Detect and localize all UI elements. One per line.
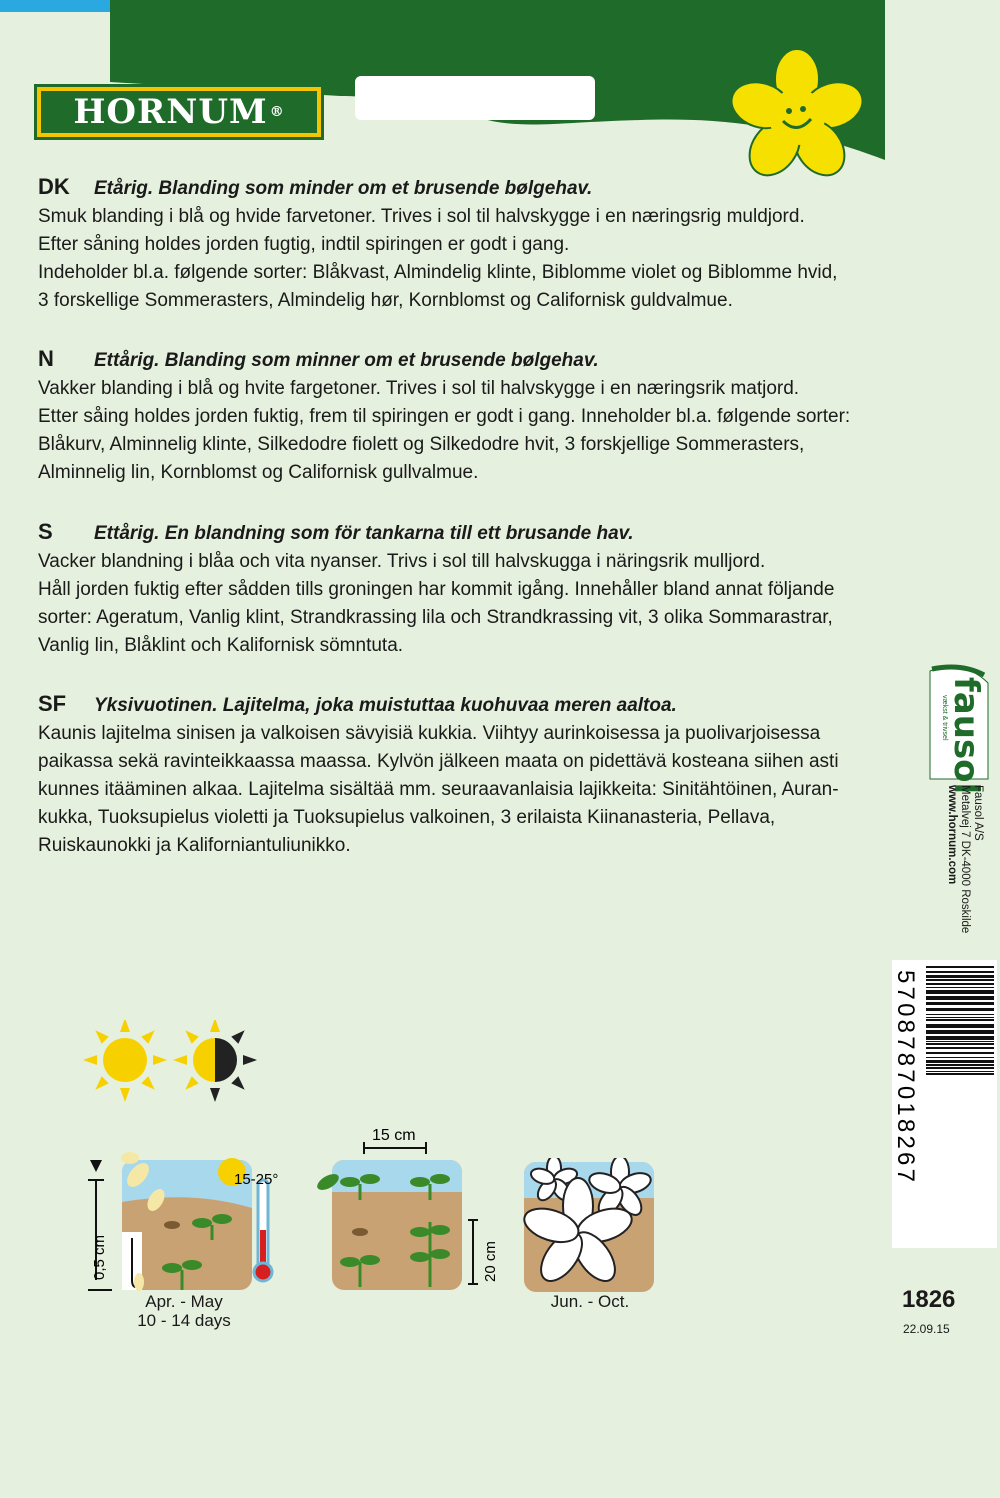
section-dk (38, 173, 898, 315)
barcode-bar (926, 987, 994, 988)
barcode-bar (926, 1041, 994, 1042)
barcode-bar (926, 996, 994, 1000)
barcode-bar (926, 1036, 994, 1040)
body-line: Vacker blandning i blåa och vita nyanser. Trivs i sol till halvskugga i näringsrik mulljord. (38, 551, 766, 572)
language-code: DK (38, 174, 70, 199)
language-code: S (38, 519, 53, 544)
language-code: SF (38, 691, 67, 716)
body-line: Smuk blanding i blå og hvide farvetoner. Trives i sol til halvskygge i en næringsrig muldjord. (38, 206, 805, 227)
depth-label: 0,5 cm (91, 1234, 108, 1280)
smiling-flower-icon (730, 50, 865, 185)
language-code: N (38, 346, 54, 371)
barcode-bar (926, 1024, 994, 1028)
headline: Ettårig. En blandning som för tankarna till ett brusande hav. (94, 523, 634, 544)
sowing-caption (124, 1292, 244, 1330)
barcode-bar (926, 1014, 994, 1015)
spacing-label: 15 cm (372, 1127, 416, 1144)
headline: Etårig. Blanding som minder om et brusende bølgehav. (94, 178, 593, 199)
barcode-bar (926, 1030, 994, 1034)
barcode-bar (926, 1060, 994, 1063)
barcode-bar (926, 971, 994, 973)
row-height-label: 20 cm (482, 1241, 499, 1282)
barcode-bar (926, 1002, 994, 1005)
body-line: Vanlig lin, Blåklint och Kalifornisk sömntuta. (38, 635, 404, 656)
body-line: sorter: Ageratum, Vanlig klint, Strandkrassing lila och Strandkrassing vit, 3 olika Sommarastrar, (38, 607, 833, 628)
body-line: Alminnelig lin, Kornblomst og Californisk gullvalmue. (38, 462, 479, 483)
full-sun-icon (83, 1020, 167, 1102)
barcode-bar (926, 1047, 994, 1049)
barcode-digits: 5708787018267 (892, 970, 919, 1186)
product-number: 1826 (902, 1286, 956, 1313)
body-line: paikassa sekä ravinteikkaassa maassa. Kylvön jälkeen maata on pidettävä kosteana siihen asti (38, 751, 839, 772)
germination-time: 10 - 14 days (137, 1311, 231, 1330)
flowering-period: Jun. - Oct. (550, 1292, 630, 1311)
barcode-bar (926, 1019, 994, 1021)
barcode-bar (926, 1064, 994, 1066)
section-s (38, 518, 898, 660)
half-shade-sun-icon (173, 1020, 257, 1102)
seed-sowing-icon (82, 1120, 297, 1300)
body-line: kukka, Tuoksupielus violetti ja Tuoksupielus valkoinen, 3 erilaista Kiinanasteria, Pellava, (38, 807, 776, 828)
barcode-bar (926, 990, 994, 994)
flowers-icon (520, 1158, 660, 1298)
body-line: Etter såing holdes jorden fuktig, frem til spiringen er godt i gang. Inneholder bl.a. følgende sorter: (38, 406, 851, 427)
body-line: Ruiskaunokki ja Kaliforniantuliunikko. (38, 835, 351, 856)
barcode (892, 960, 997, 1248)
barcode-bar (926, 1067, 994, 1069)
headline: Ettårig. Blanding som minner om et brusende bølgehav. (94, 350, 599, 371)
temperature-label: 15-25° (234, 1171, 279, 1188)
body-line: Kaunis lajitelma sinisen ja valkoisen sävyisiä kukkia. Viihtyy aurinkoisessa ja puolivarjoisessa (38, 723, 821, 744)
body-line: Indeholder bl.a. følgende sorter: Blåkvast, Almindelig klinte, Biblomme violet og Biblomme hvid, (38, 262, 838, 283)
barcode-bar (926, 1052, 994, 1054)
barcode-bar (926, 979, 994, 981)
barcode-bar (926, 975, 994, 978)
company-address: Fausol A/S Metalvej 7 DK-4000 Roskilde www.hornum.com (946, 785, 984, 934)
hornum-logo: HORNUM ® (34, 84, 324, 140)
barcode-bar (926, 1057, 994, 1058)
body-line: Blåkurv, Alminnelig klinte, Silkedodre fiolett og Silkedodre hvit, 3 forskjellige Sommerasters, (38, 434, 805, 455)
seedling-spacing-icon (300, 1122, 500, 1302)
company-block (918, 655, 998, 955)
barcode-bar (926, 1017, 994, 1018)
light-requirements (80, 1020, 270, 1110)
barcode-bar (926, 1043, 994, 1045)
headline: Yksivuotinen. Lajitelma, joka muistuttaa kuohuvaa meren aaltoa. (94, 695, 677, 716)
section-sf (38, 690, 898, 860)
body-line: Efter såning holdes jorden fugtig, indtil spiringen er godt i gang. (38, 234, 570, 255)
barcode-bar (926, 983, 994, 985)
barcode-bar (926, 1071, 994, 1072)
section-n (38, 345, 898, 487)
fausol-tagline: vækst & trivsel (941, 695, 948, 741)
barcode-bar (926, 1073, 994, 1075)
body-line: Vakker blanding i blå og hvite fargetoner. Trives i sol til halvskygge i en næringsrik matjord. (38, 378, 800, 399)
brand-name: HORNUM (73, 92, 268, 132)
label-field (355, 76, 595, 120)
body-line: 3 forskellige Sommerasters, Almindelig hør, Kornblomst og Californisk guldvalmue. (38, 290, 733, 311)
barcode-bar (926, 966, 994, 968)
sowing-period: Apr. - May (145, 1292, 223, 1311)
barcode-bar (926, 1008, 994, 1011)
body-line: Håll jorden fuktig efter sådden tills groningen har kommit igång. Innehåller bland annat följande (38, 579, 835, 600)
fausol-wordmark: fausol (946, 677, 986, 795)
print-date: 22.09.15 (903, 1322, 950, 1336)
body-line: kunnes itääminen alkaa. Lajitelma sisältää mm. seuraavanlaisia lajikkeita: Sinitähtöinen, Auran- (38, 779, 839, 800)
